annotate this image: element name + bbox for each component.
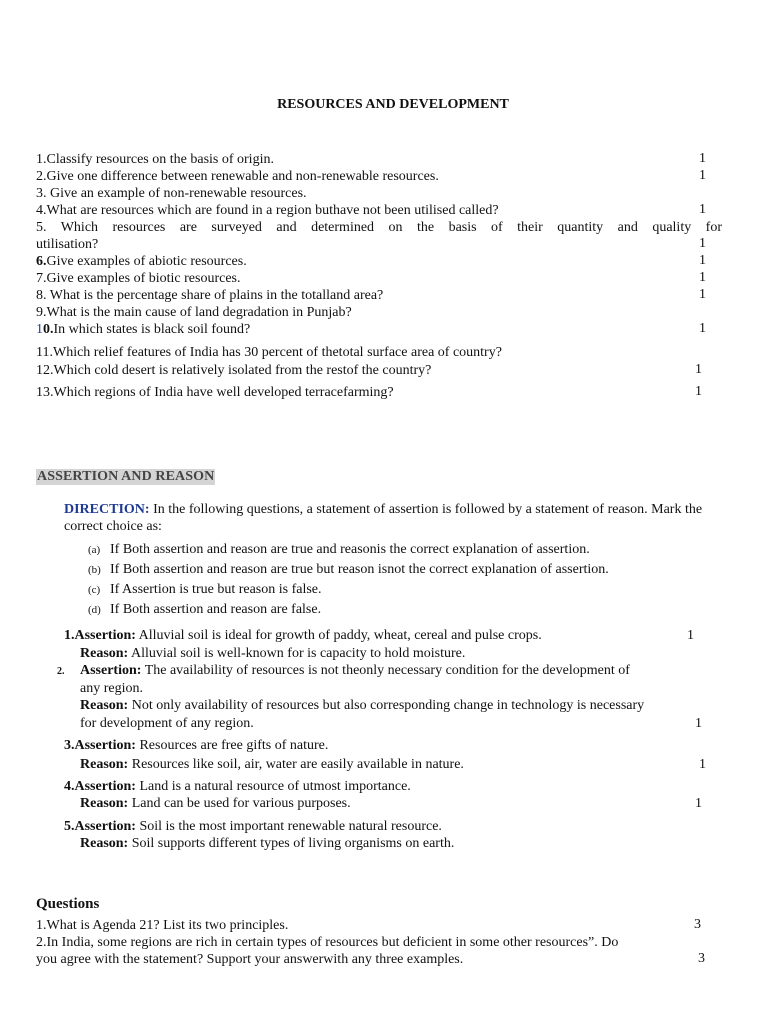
- long-question-1-marks: 3: [694, 917, 701, 932]
- option-a: [88, 542, 590, 558]
- reason-label: Reason:: [80, 836, 129, 851]
- question-10-marks: 1: [699, 321, 706, 336]
- assertion-5-text: Soil is the most important renewable natural resource.: [139, 819, 442, 834]
- assertion-2-number: 2.: [57, 666, 65, 677]
- question-1: 1.Classify resources on the basis of origin.: [36, 152, 274, 167]
- reason-label: Reason:: [80, 698, 129, 713]
- reason-4: [80, 796, 351, 812]
- assertion-2: [80, 663, 630, 679]
- option-d: [88, 602, 321, 618]
- assertion-2-continued: any region.: [80, 681, 143, 696]
- assertion-4-number: 4.: [64, 779, 75, 794]
- question-6-marks: 1: [699, 253, 706, 268]
- assertion-1-text: Alluvial soil is ideal for growth of paddy, wheat, cereal and pulse crops.: [138, 628, 542, 643]
- long-question-2-marks: 3: [698, 951, 705, 966]
- direction-label: DIRECTION:: [64, 502, 150, 517]
- option-a-text: If Both assertion and reason are true and reasonis the correct explanation of assertion.: [110, 542, 590, 557]
- direction-paragraph: [64, 501, 726, 535]
- question-3: 3. Give an example of non-renewable resources.: [36, 186, 307, 201]
- assertion-2-marks: 1: [695, 716, 702, 731]
- assertion-label: Assertion:: [74, 628, 136, 643]
- question-5-marks: 1: [699, 236, 706, 251]
- question-4: 4.What are resources which are found in a region buthave not been utilised called?: [36, 203, 499, 218]
- assertion-label: Assertion:: [74, 779, 136, 794]
- question-8-marks: 1: [699, 287, 706, 302]
- assertion-label: Assertion:: [80, 663, 142, 678]
- question-10-number-b: 0.: [43, 322, 54, 337]
- option-b-letter: (b): [88, 564, 101, 576]
- question-1-marks: 1: [699, 151, 706, 166]
- question-7: 7.Give examples of biotic resources.: [36, 271, 241, 286]
- question-6: [36, 253, 247, 270]
- reason-3: [80, 757, 464, 773]
- direction-text: In the following questions, a statement of assertion is followed by a statement of reason. Mark the correct choice as:: [64, 502, 703, 534]
- question-13: 13.Which regions of India have well developed terracefarming?: [36, 385, 394, 400]
- question-6-text: Give examples of abiotic resources.: [46, 254, 247, 269]
- question-8: 8. What is the percentage share of plains in the totalland area?: [36, 288, 384, 303]
- option-c-letter: (c): [88, 584, 101, 596]
- reason-1-text: Alluvial soil is well-known for is capacity to hold moisture.: [130, 646, 466, 661]
- assertion-3: [64, 738, 328, 754]
- page-title: RESOURCES AND DEVELOPMENT: [277, 97, 509, 112]
- section-heading-questions: Questions: [36, 896, 100, 912]
- question-10: [36, 321, 250, 338]
- question-6-number: 6.: [36, 254, 47, 269]
- question-7-marks: 1: [699, 270, 706, 285]
- question-2: 2.Give one difference between renewable and non-renewable resources.: [36, 169, 439, 184]
- question-5: 5. Which resources are surveyed and determined on the basis of their quantity and quality for: [36, 220, 722, 235]
- assertion-4-marks: 1: [695, 796, 702, 811]
- assertion-4: [64, 779, 411, 795]
- reason-1: [80, 646, 465, 662]
- option-b: [88, 562, 609, 578]
- assertion-label: Assertion:: [74, 819, 136, 834]
- reason-2-text: Not only availability of resources but also corresponding change in technology is necessary: [131, 698, 645, 713]
- assertion-5: [64, 819, 442, 835]
- reason-5: [80, 836, 454, 852]
- option-d-text: If Both assertion and reason are false.: [110, 602, 322, 617]
- assertion-label: Assertion:: [74, 738, 136, 753]
- reason-3-text: Resources like soil, air, water are easily available in nature.: [131, 757, 464, 772]
- assertion-3-number: 3.: [64, 738, 75, 753]
- assertion-1: [64, 628, 542, 644]
- assertion-1-number: 1.: [64, 628, 75, 643]
- reason-label: Reason:: [80, 646, 129, 661]
- reason-4-text: Land can be used for various purposes.: [131, 796, 351, 811]
- assertion-5-number: 5.: [64, 819, 75, 834]
- section-heading-assertion-reason: ASSERTION AND REASON: [37, 469, 215, 484]
- question-12-marks: 1: [695, 362, 702, 377]
- option-c-text: If Assertion is true but reason is false.: [110, 582, 322, 597]
- option-d-letter: (d): [88, 604, 101, 616]
- assertion-3-text: Resources are free gifts of nature.: [139, 738, 329, 753]
- reason-label: Reason:: [80, 757, 129, 772]
- question-10-number-a: 1: [36, 322, 43, 337]
- long-question-1: 1.What is Agenda 21? List its two principles.: [36, 918, 289, 933]
- assertion-4-text: Land is a natural resource of utmost importance.: [139, 779, 411, 794]
- assertion-3-marks: 1: [699, 757, 706, 772]
- question-2-marks: 1: [699, 168, 706, 183]
- option-c: [88, 582, 322, 598]
- reason-2-continued: for development of any region.: [80, 716, 254, 731]
- option-b-text: If Both assertion and reason are true but reason isnot the correct explanation of assertion.: [110, 562, 609, 577]
- question-5-continued: utilisation?: [36, 237, 99, 252]
- assertion-1-marks: 1: [687, 628, 694, 643]
- reason-label: Reason:: [80, 796, 129, 811]
- question-12: 12.Which cold desert is relatively isolated from the restof the country?: [36, 363, 432, 378]
- question-11: 11.Which relief features of India has 30 percent of thetotal surface area of country?: [36, 345, 502, 360]
- question-13-marks: 1: [695, 384, 702, 399]
- assertion-2-text: The availability of resources is not theonly necessary condition for the development of: [144, 663, 630, 678]
- long-question-2: 2.In India, some regions are rich in certain types of resources but deficient in some other resources”. Do: [36, 935, 619, 950]
- reason-2: [80, 698, 644, 714]
- question-4-marks: 1: [699, 202, 706, 217]
- reason-5-text: Soil supports different types of living organisms on earth.: [131, 836, 455, 851]
- question-10-text: In which states is black soil found?: [53, 322, 251, 337]
- question-9: 9.What is the main cause of land degradation in Punjab?: [36, 305, 352, 320]
- long-question-2-continued: you agree with the statement? Support your answerwith any three examples.: [36, 952, 464, 967]
- option-a-letter: (a): [88, 544, 101, 556]
